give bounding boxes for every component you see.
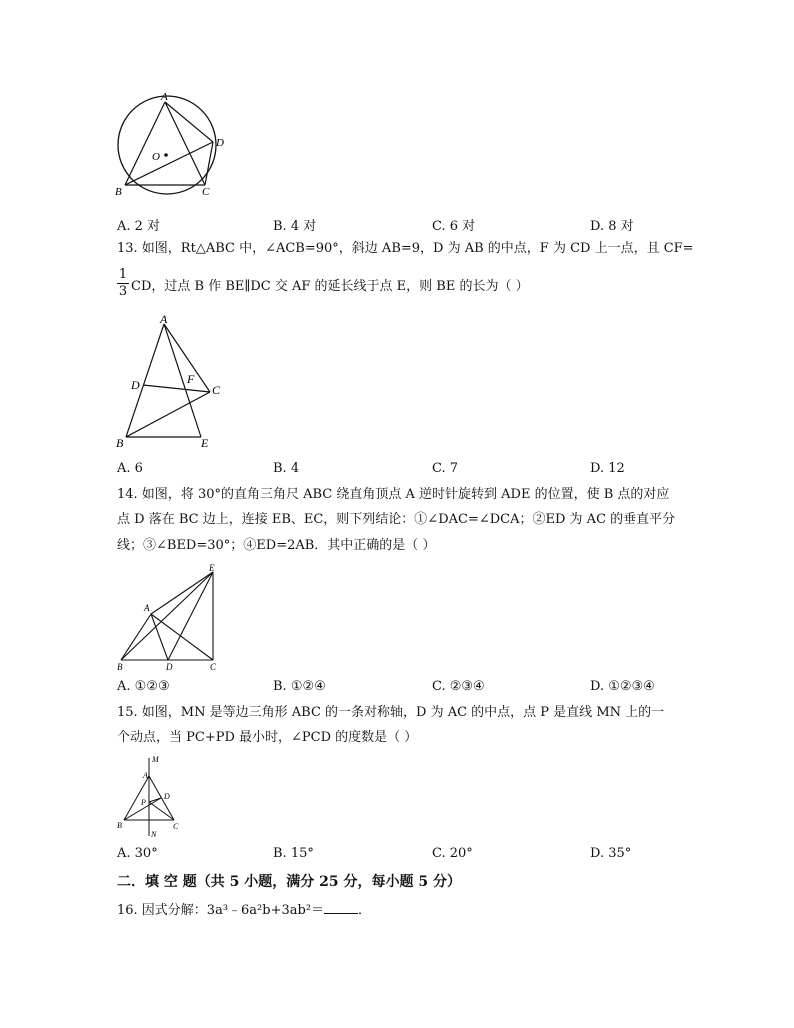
q13-stem-line1: 13. 如图，Rt△ABC 中，∠ACB=90°，斜边 AB=9，D 为 AB 的中点，F 为 CD 上一点，且 CF= [117,241,694,256]
q13-figure [110,312,235,452]
q15-option-c: C. 20° [432,846,473,861]
q12-label-B: B [115,186,122,198]
q13-option-b: B. 4 [273,461,300,476]
q14-figure [112,562,227,674]
q14-stem-line3: 线；③∠BED=30°；④ED=2AB．其中正确的是（ ） [117,538,436,553]
q15-label-M: M [152,755,159,764]
q16-answer-blank[interactable] [324,901,358,914]
q15-label-B: B [117,821,122,830]
q13-fraction [117,268,129,299]
q15-label-C: C [173,822,179,831]
q14-option-b: B. ①②④ [273,679,326,694]
q12-option-a: A. 2 对 [117,219,161,234]
q16-question [117,901,371,920]
q13-label-F: F [187,372,195,386]
q12-label-A: A [161,91,168,103]
q15-label-N: N [151,830,157,839]
q12-option-b: B. 4 对 [273,219,317,234]
q12-label-C: C [202,186,210,198]
q12-option-c: C. 6 对 [432,219,476,234]
q15-option-b: B. 15° [273,846,314,861]
q14-label-B: B [117,662,123,672]
q13-label-B: B [116,436,124,450]
q12-option-d: D. 8 对 [590,219,634,234]
q13-fraction-denominator: 3 [118,284,128,299]
q15-option-a: A. 30° [117,846,158,861]
q15-label-D: D [164,792,170,801]
q13-option-d: D. 12 [590,461,625,476]
q12-label-O: O [152,151,160,163]
q13-label-A: A [160,312,168,326]
q14-label-E: E [209,563,215,573]
q13-stem-line2: CD，过点 B 作 BE∥DC 交 AF 的延长线于点 E，则 BE 的长为（ ） [131,279,529,294]
q14-label-A: A [144,603,150,613]
q14-option-d: D. ①②③④ [590,679,655,694]
q12-label-D: D [216,137,224,149]
q15-label-A: A [143,771,148,780]
q12-figure [110,90,235,202]
section-2-title: 二．填 空 题（共 5 小题，满分 25 分，每小题 5 分） [117,874,461,890]
q13-option-c: C. 7 [432,461,459,476]
q14-stem-line2: 点 D 落在 BC 边上，连接 EB、EC，则下列结论：①∠DAC=∠DCA；②ED 为 AC 的垂直平分 [117,512,676,527]
q14-stem-line1: 14. 如图，将 30°的直角三角尺 ABC 绕直角顶点 A 逆时针旋转到 ADE 的位置，使 B 点的对应 [117,487,670,502]
q15-stem-line2: 个动点，当 PC+PD 最小时，∠PCD 的度数是（ ） [117,730,418,745]
q13-label-D: D [131,378,140,392]
q15-option-d: D. 35° [590,846,632,861]
q15-figure [112,752,187,840]
q14-label-C: C [210,662,217,672]
q13-fraction-numerator: 1 [118,267,128,282]
q15-stem-line1: 15. 如图，MN 是等边三角形 ABC 的一条对称轴，D 为 AC 的中点，点 P 是直线 MN 上的一 [117,705,665,720]
q13-label-E: E [201,436,209,450]
q16-stem: 16. 因式分解：3a³﹣6a²b+3ab²＝ [117,903,325,918]
q14-option-a: A. ①②③ [117,679,170,694]
q14-option-c: C. ②③④ [432,679,485,694]
q13-label-C: C [212,383,221,397]
q14-label-D: D [166,662,173,672]
q13-option-a: A. 6 [117,461,143,476]
q15-label-P: P [141,798,146,807]
q16-end: ． [358,903,372,918]
